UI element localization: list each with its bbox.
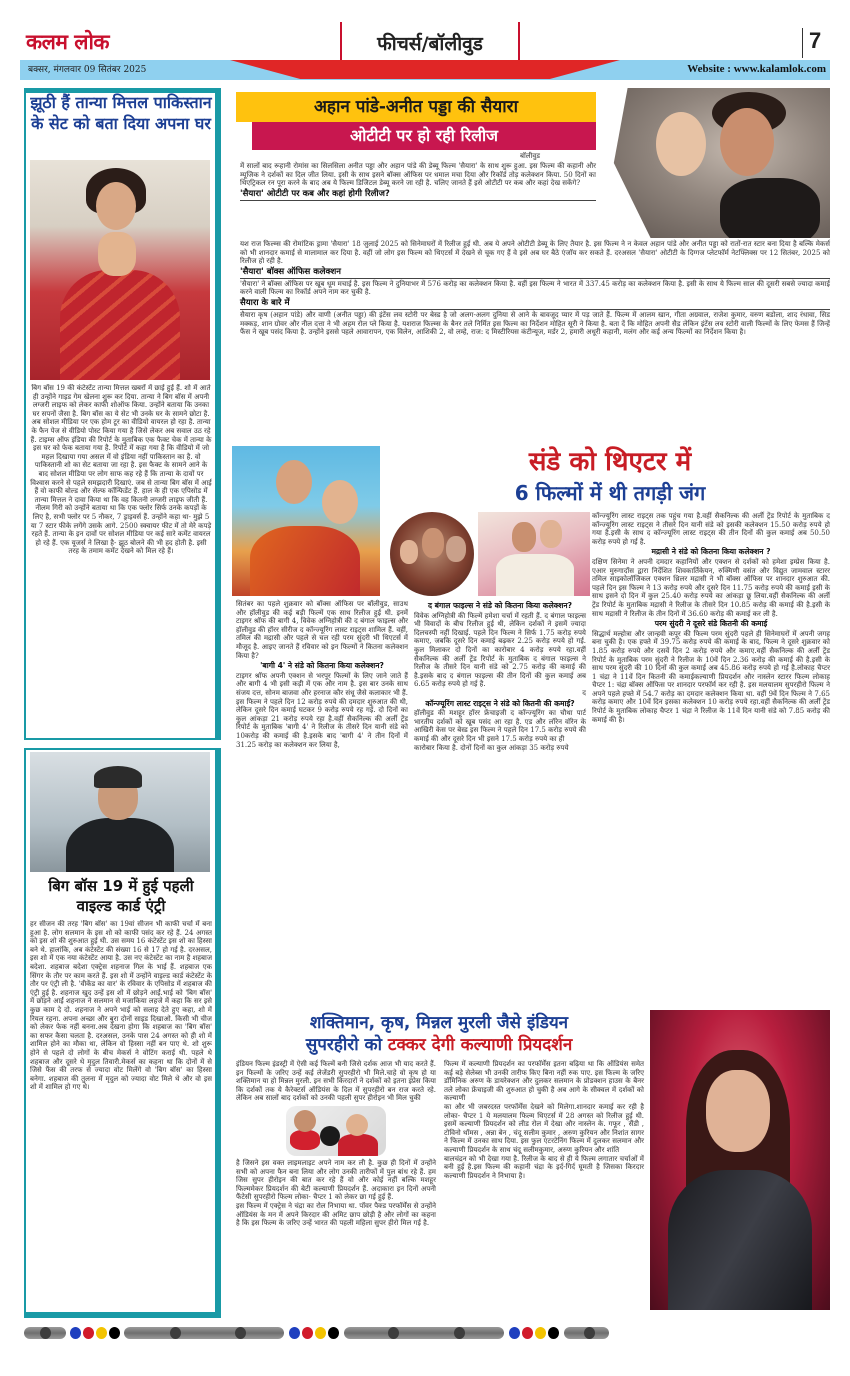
sunday-headline-1: संडे को थिएटर में	[528, 447, 692, 477]
newspaper-brand: कलम लोक	[26, 30, 110, 54]
saiyaara-intro: में सालों बाद रूहानी रोमांस का सिलसिला अनीत पड्डा और अहान पांडे की डेब्यू फिल्म 'सैयारा' के साथ शुरू हुआ. इस फिल्म की कहानी और म्यूजिक ने दर्शकों का दिल जीत लिया. इसी के साथ इसने बॉक्स ऑफिस पर धमाल मचा दिया और रिकॉर्ड तोड़ कलेक्शन किया. 50 दिनों का थिएट्रिकल रन पूरा करने के बाद अब ये फिल्म डिजिटल डेब्यू करने जा रही है. चलिए जानते हैं इसे ओटीटी पर कब और कहां देख सकेंगे?	[240, 162, 596, 188]
kalyani-col2-c: बालचंद्रन को भी देखा गया है. रिलीज के बाद से ही ये फिल्म लगातार चर्चाओं में बनी हुई है.इस फिल्म की कहानी चंद्रा के इर्द-गिर्द घूमती है जिसका किरदार कल्याणी प्रियदर्शन ने निभाया है।	[444, 1154, 644, 1180]
conjuring-subhead: कॉन्ज्यूरिंग लास्ट राइट्स ने संडे को कितनी की कमाई?	[425, 698, 575, 708]
superheroes-photo	[286, 1106, 386, 1156]
bengal-subhead: द बंगाल फाइल्स ने संडे को कितना किया कलेक्शन?	[428, 601, 572, 610]
conjuring-para-tail: कारोबार किया है. दोनों दिनों का कुल आंकड़ा 35 करोड़ रुपये	[414, 743, 569, 752]
print-dot-red	[83, 1327, 94, 1339]
kalyani-col-2	[444, 1060, 644, 1180]
madrasi-subhead: मद्रासी ने संडे को कितना किया कलेक्शन ?	[651, 547, 771, 557]
print-dot-red	[522, 1327, 533, 1339]
page-number: 7	[802, 28, 821, 58]
saiyaara-dateline: बॉलीवुड	[520, 152, 541, 160]
bengal-files-photo	[390, 512, 474, 596]
baaghi-subhead: 'बागी 4' ने संडे को कितना किया कलेक्शन?	[260, 661, 384, 671]
sunday-headline-2: 6 फिल्मों में थी तगड़ी जंग	[514, 481, 706, 505]
kalyani-headline-1: शक्तिमान, कृष, मिन्नल मुरली जैसे इंडियन	[309, 1013, 569, 1033]
saiyaara-photo	[600, 88, 830, 238]
param-sundari-poster	[232, 446, 380, 596]
print-dot-black	[548, 1327, 559, 1339]
registration-bar	[564, 1327, 609, 1339]
tanya-mittal-photo	[30, 160, 210, 380]
saiyaara-subhead-ott: 'सैयारा' ओटीटी पर कब और कहां होगी रिलीज?	[240, 189, 596, 201]
conjuring-para: हॉलीवुड की मशहूर हॉरर फ्रेंचाइजी द कॉन्ज्यूरिंग का चौथा पार्ट भारतीय दर्शकों को खूब पसंद आ रहा है. एड और लॉरेन वॉरेन के आखिरी केस पर बेस्ड इस फिल्म ने पहले दिन 17.5 करोड़ रुपये की कमाई की और दूसरे दिन भी इसने 17.5 करोड़ रुपये का ही	[414, 709, 586, 743]
kalyani-headline-2a: सुपरहीरो को	[305, 1035, 388, 1055]
kalyani-col-1	[236, 1060, 436, 1228]
sunday-col-3	[592, 512, 830, 724]
saiyaara-ott-para: यश राज फिल्म्स की रोमांटिक ड्रामा 'सैयारा' 18 जुलाई 2025 को सिनेमाघरों में रिलीज हुई थी. अब ये अपने ओटीटी डेब्यू के लिए तैयार है. इस फिल्म ने न केवल अहान पांडे और अनीत पड्डा को रातों-रात स्टार बना दिया है बल्कि मेकर्स को भी शानदार कमाई से मालामाल कर दिया है. वहीं जो लोग इस फिल्म को थिएटर्स में देखने से चूक गए हैं वे इसे अब घर बैठे एंजॉय कर सकते हैं. दरअसल 'सैयारा' ओटीटी के दिग्गज प्लेटफॉर्म नेटफ्लिक्स पर 12 सितंबर, 2025 को रिलीज हो रही है.	[240, 240, 830, 266]
print-dot-blue	[509, 1327, 520, 1339]
saiyaara-top-block	[240, 162, 596, 202]
param-subhead: परम सुंदरी ने दूसरे संडे कितनी की कमाई	[654, 619, 768, 629]
registration-bar	[24, 1327, 66, 1339]
kalyani-col2-a: फिल्म में कल्याणी प्रियदर्शन का परफॉर्मेंस इतना बढ़िया था कि ऑडियंस समेत कई बड़े सेलेब्स भी उनकी तारीफ किए बिना नहीं रुक पाए. इस फिल्म के जरिए डॉमिनिक अरुण के डायरेक्शन और दुलकर सलमान के प्रोडक्शन हाउस के बैनर तले लोका फ्रेंचाइजी की शुरुआत हो चुकी है अब आगे के सीक्वल में दर्शकों को कल्याणी	[444, 1060, 644, 1103]
kalyani-col1-c: इस फिल्म में एक्ट्रेस ने चंद्रा का रोल निभाया था. पॉवर पैक्ड परफॉर्मेंस से उन्होंने ऑडियंस के मन में अपने किरदार की अमिट छाप छोड़ी है और लोगों का कहना है कि इस फिल्म के जरिए उन्हें भारत की पहली महिला सुपर हीरो मिल गई है.	[236, 1201, 436, 1228]
saiyaara-bottom-block	[240, 240, 830, 337]
print-dot-blue	[289, 1327, 300, 1339]
saiyaara-headline-1: अहान पांडे-अनीत पड्डा की सैयारा	[236, 92, 596, 122]
bigboss-body: हर सीजन की तरह 'बिग बॉस' का 19वां सीजन भी काफी चर्चा में बना हुआ है. लोग सलमान के इस शो को काफी पसंद कर रहे हैं. 24 अगस्त को इस शो की शुरुआत हुई थी. उस समय 16 कंटेस्टेंट इस शो का हिस्सा बने थे. हालांकि, अब कंटेस्टेंट की संख्या 16 से 17 हो गई है. दरअसल, इस शो में एक नया कंटेस्टेंट आया है. उस नए कंटेस्टेंट का नाम है शहबाज बदेशा. शहबाज बदेशा एक्ट्रेस शहनाज गिल के भाई हैं. शहबाज एक सिंगर के तौर पर काम करते हैं. इस शो में उन्होंने वाइल्ड कार्ड कंटेस्टेंट के तौर पर एंट्री ली है. 'वीकेंड का वार' के रविवार के एपिसोड में शहबाज की एंट्री हुई है. शहनाज खुद उन्हें इस शो में छोड़ने आईं.भाई को 'बिग बॉस' में छोड़ने आईं शहनाज ने सलमान से मजाकिया लहजे में कहा कि सर इसे कुछ काम दे दो. शहनाज ने अपने भाई को सलाह देते हुए कहा, शो में रियल रहना. अपना अच्छा और बुरा दोनों साइड दिखाओ. किसी भी चीज को लेकर फेक नहीं बनना.अब देखना होगा कि शहबाज का 'बिग बॉस' का सफर कैसा चलता है. दरअसल, उनके पास 24 अगस्त को ही शो में शामिल होने का मौका था, लेकिन वो हिस्सा नहीं बन पाए थे. शो शुरू होने से पहले दो लोगों के बीच मेकर्स ने वोटिंग कराई थी. पहले थे शहबाज और दूसरे थे मृदुल तिवारी.मेकर्स का कहना था कि दोनों में से जिसे फैंस की तरफ से ज्यादा वोट मिलेंगे वो 'बिग बॉस' का हिस्सा बनेगा. शहबाज की तुलना में मृदुल को ज्यादा वोट मिले थे और वो इस शो में शामिल हो गए थे।	[30, 920, 212, 1092]
print-dot-red	[302, 1327, 313, 1339]
tanya-headline: झूठी हैं तान्या मित्तल पाकिस्तान के सेट को बता दिया अपना घर	[30, 93, 212, 133]
print-dot-blue	[70, 1327, 81, 1339]
print-dot-yellow	[96, 1327, 107, 1339]
conjuring-article-prefix: द	[582, 688, 586, 697]
kalyani-headline-2b: टक्कर देगी कल्याणी प्रियदर्शन	[387, 1035, 573, 1055]
dateline: बक्सर, मंगलवार 09 सितंबर 2025	[28, 65, 147, 75]
print-dot-black	[109, 1327, 120, 1339]
saiyaara-subhead-boxoffice: 'सैयारा' बॉक्स ऑफिस कलेक्शन	[240, 267, 830, 279]
registration-bar	[124, 1327, 284, 1339]
saiyaara-headline-2: ओटीटी पर हो रही रिलीज	[252, 122, 596, 150]
madrasi-para: दक्षिण सिनेमा ने अपनी दमदार कहानियों और एक्शन से दर्शकों को हमेशा इम्प्रेस किया है. एआर मुरुगादॉस द्वारा निर्देशित शिवकार्तिकेयन, रुक्मिणी वसंत और विद्युत जामवाल स्टारर तमिल साइकोलॉजिकल एक्शन थ्रिलर मद्रासी ने भी बॉक्स ऑफिस पर शानदार शुरुआत की. पहले दिन इस फिल्म ने 13 करोड़ रुपये और दूसरे दिन 11.75 करोड़ रुपये की कमाई इसी के साथ इसने दो दिन में कुल 25.40 करोड़ रुपये का आंकड़ा छू लिया.वहीं सैकनिल्क की अर्ली ट्रेंड रिपोर्ट के मुताबिक मद्रासी ने रिलीज के तीसरे दिन 10.85 करोड़ की कमाई की है.इसी के साथ मद्रासी ने रिलीज के तीन दिनों में 36.60 करोड़ की कमाई कर ली है.	[592, 557, 830, 618]
saiyaara-about-para: सैयारा कृष (अहान पांडे) और वाणी (अनीत पड्डा) की इंटेंस लव स्टोरी पर बेस्ड है जो अलग-अलग दुनिया से आने के बावजूद प्यार में पड़ जाते हैं. फिल्म में आलम खान, गीता अग्रवाल, राजेश कुमार, वरुण बडोला, शाद रंधावा, सिड मक्कड़, शान ग्रोवर और नील दत्ता ने भी अहम रोल प्ले किया है. यशराज फिल्म्स के बैनर तले निर्मित इस फिल्म का निर्देशन मोहित सूरी ने किया है. बता दें कि मोहित अपनी सैड लेकिन इंटेंस लव स्टोरी वाली फिल्मों के लिए फेमस हैं जिन्हें फैंस ने खूब पसंद किया है. उन्होंने इससे पहले आवारापन, एक विलेन, आशिकी 2, वो लम्हे, राज: द मिस्टीरियस कंटीन्यूज, मर्डर 2, हमारी अधूरी कहानी, मलंग और कई अन्य फिल्मों का निर्देशन किया है।	[240, 310, 830, 337]
sunday-intro: सितंबर का पहले शुक्रवार को बॉक्स ऑफिस पर बॉलीवुड, साउथ और हॉलीवुड की कई बड़ी फिल्में एक साथ रिलीज हुई थी. इनमें टाइगर श्रॉफ की बागी 4, विवेक अग्निहोत्री की द बंगाल फाइल्स और हॉलीवुड की हॉरर सीरीज द कॉन्ज्यूरिंग लास्ट राइट्स शामिल हैं. वहीं, तमिल की मद्रासी और पहले से चल रही परम सुंदरी भी थिएटर्स में मौजूद है. आइए जानते हैं रविवार को इन फिल्मों ने कितना कलेक्शन किया है?	[236, 600, 408, 660]
baaghi-para: टाइगर श्रॉफ अपनी एक्शन से भरपूर फिल्मों के लिए जाने जाते हैं और बागी 4 भी इसी कड़ी में एक और नाम है. इस बार उनके साथ संजय दत्त, सोनम बाजवा और हरनाज कौर संधू जैसे कलाकार भी हैं. इस फिल्म ने पहले दिन 12 करोड़ रुपये की दमदार शुरुआत की थी, लेकिन दूसरे दिन कमाई घटकर 9 करोड़ रुपये रह गई. दो दिनों का कुल आंकड़ा 21 करोड़ रुपये रहा है.वहीं सैकनिल्क की अर्ली ट्रेंड रिपोर्ट के मुताबिक 'बागी 4' ने रिलीज के तीसरे दिन यानी संडे को 10करोड़ की कमाई की है.इसके बाद 'बागी 4' ने तीन दिनों में 31.25 करोड़ का कलेक्शन कर लिया है,	[236, 671, 408, 749]
baaghi-4-photo	[478, 512, 590, 596]
website-link[interactable]: Website : www.kalamlok.com	[687, 63, 826, 75]
section-title: फीचर्स/बॉलीवुड	[340, 22, 520, 60]
print-dot-yellow	[315, 1327, 326, 1339]
saiyaara-subhead-about: सैयारा के बारे में	[240, 298, 830, 310]
param-para: सिद्धार्थ मल्होत्रा और जान्हवी कपूर की फिल्म परम सुंदरी पहले ही सिनेमाघरों में अपनी जगह बना चुकी है। एक हफ्ते में 39.75 करोड़ रुपये की कमाई के बाद, फिल्म ने दूसरे शुक्रवार को 1.85 करोड़ रुपये और दसवें दिन 2 करोड़ रुपये और कमाए.वहीं सैकनिल्क की अर्ली ट्रेंड रिपोर्ट के मुताबिक परम सुंदरी ने रिलीज के 10वें दिन 2.36 करोड़ की कमाई की है.इसी के साथ परम सुंदरी की 10 दिनों की कुल कमाई अब 45.86 करोड़ रुपये हो गई है.लोकाह चैप्टर 1 चंद्रा ने 11वें दिन कितनी की कमाईकल्याणी प्रियदर्शन और नास्लेन स्टारर फिल्म लोकाह चैप्टर 1: चंद्रा बॉक्स ऑफिस पर शानदार परफॉर्म कर रही है. इस मलयालम सुपरहीरो फिल्म ने अपने पहले हफ्ते में 54.7 करोड़ का दमदार कलेक्शन किया था. वहीं 9वें दिन फिल्म ने 7.65 करोड़ कमाए और 10वें दिन इसका कलेक्शन 10 करोड़ रुपये रहा.वहीं सैकनिल्क की अर्ली ट्रेंड रिपोर्ट के मुताबिक लोकाह चैप्टर 1 चंद्रा ने रिलीज के 11वें दिन यानी संडे को 7.85 करोड़ की कमाई की है।	[592, 629, 830, 724]
saiyaara-boxoffice-para: 'सैयारा' ने बॉक्स ऑफिस पर खूब धूम मचाई है. इस फिल्म ने दुनियाभर में 576 करोड़ का कलेक्शन किया है. वहीं इस फिल्म ने भारत में 337.45 करोड़ का कलेक्शन किया है. इसी के साथ ये फिल्म साल की दूसरी सबसे ज्यादा कमाई करने वाली फिल्म का रिकॉर्ड अपने नाम कर चुकी है.	[240, 279, 830, 297]
kalyani-headline-2	[232, 1034, 646, 1056]
kalyani-col1-a: इंडियन फिल्म इंडस्ट्री में ऐसी कई फिल्में बनी जिसे दर्शक आज भी याद करते हैं. इन फिल्मों के जरिए उन्हें कई लेजेंडरी सुपरहीरो भी मिले.चाहे वो कृष हो या शक्तिमान या हो मिन्नल मुरली. इन सभी किरदारों ने दर्शकों को इतना इंप्रेस किया कि दर्शकों तक ये कैरेक्टर्स ऑडियंस के दिल में सुपरहीरो बन राज करते रहे. लेकिन अब सालों बाद दर्शकों को उनकी पहली सुपर हीरोइन भी मिल चुकी	[236, 1060, 436, 1103]
kalyani-col2-b: का और भी जबरदस्त परफॉर्मेंस देखने को मिलेगा.शानदार कमाई कर रही है लोका- चैप्टर 1 ये मलयालम फिल्म थिएटर्स में 28 अगस्त को रिलीज हुई थी. इसमें कल्याणी प्रियदर्शन को लीड रोल में देखा और नास्लेन के. गफूर , सैंडी , टोविनो थॉमस , अन्ना बेन , चंदू सलीम कुमार , अरुण कुरियन और निशांत सागर ने फिल्म में उनका साथ दिया. इस फुल एंटरटेनिंग फिल्म में दुलकर सलमान और कल्याणी प्रियदर्शन के साथ चंदू सलीमकुमार, अरुण कुरियन और शांति	[444, 1102, 644, 1154]
sunday-col-2	[414, 600, 586, 752]
conjuring-continued: कॉन्ज्यूरिंग लास्ट राइट्स तक पहुंच गया है.वहीं सैकनिल्क की अर्ली ट्रेंड रिपोर्ट के मुताबिक द कॉन्ज्यूरिंग लास्ट राइट्स ने तीसरे दिन यानी संडे को इसकी कलेक्शन 15.50 करोड़ रुपये हो गया है.इसी के साथ द कॉन्ज्यूरिंग लास्ट राइट्स की तीन दिनों की कुल कमाई अब 50.50 करोड़ रुपये हो गई है.	[592, 512, 830, 546]
print-dot-black	[328, 1327, 339, 1339]
sunday-col-1	[236, 600, 408, 749]
tanya-body: बिग बॉस 19 की कंटेस्टेंट तान्या मित्तल खबरों में छाई हुई हैं. शो में आते ही उन्होंने गाइड गेम खेलना शुरू कर दिया. तान्या ने बिग बॉस में अपनी लग्जरी लाइफ को लेकर काफी शोऑफ किया. उन्होंने बताया कि उनका घर सपनों जैसा है. बिग बॉस का ये सेट भी उनके घर के सामने छोटा है. अब सोशल मीडिया पर एक होम टूर का वीडियो वायरल हो रहा है. तान्या के फैन पेज से वीडियो पोस्ट किया गया है जिसे लेकर अब सवाल उठ रहे हैं. टाइम्स ऑफ इंडिया की रिपोर्ट के मुताबिक एक फैक्ट चेक में तान्या के इस घर को फेक बताया गया है. रिपोर्ट में कहा गया है कि वीडियो में जो महल दिखाया गया असल में वो इंडिया नहीं पाकिस्तान का है. वो पाकिस्तानी शो का सेट बताया जा रहा है. इस फैक्ट के सामने आने के बाद सोशल मीडिया पर लोग साफ कह रहे हैं कि तान्या के दावों पर विश्वास करने से पहले समझदारी दिखाएं. जब से तान्या बिग बॉस में आई हैं वो काफी बोल्ड और सेल्फ कॉन्फिडेंट हैं. हाल के ही एक एपिसोड में तान्या मित्तल ने दावा किया था कि वह कितनी लग्जरी लाइफ जीती हैं. नीलम गिरी को उन्होंने बताया था कि एक फ्लोर सिर्फ उनके कपड़ों के लिए है, सभी फ्लोर पर 5 नौकर, 7 ड्राइवर्स हैं. उन्होंने कहा था- मुझे 5 या 7 स्टार फीके लगेंगे उसके आगे. 2500 स्क्वायर फीट में तो मेरे कपड़े रहते हैं. तान्या के इन दावों पर सोशल मीडिया पर कई सारे कमेंट वायरल हो रहे हैं. एक यूजर्स ने लिखा है- झूठ बोलने की भी हद होती है. इसी तरह के तमाम कमेंट देखने को मिल रहे हैं।	[30, 384, 212, 556]
kalyani-col1-b: है जिसने इस वक्त लाइमलाइट अपने नाम कर ली है. कुछ ही दिनों में उन्होंने सभी को अपना फैन बना लिया और लोग उनकी तारीफों में पुल बांध रहे हैं. हम जिस सुपर हीरोइन की बात कर रहे हैं वो और कोई नहीं बल्कि मशहूर फिल्ममेकर प्रियदर्शन की बेटी कल्याणी प्रियदर्शन हैं. अदाकारा इन दिनों अपनी फैंटेसी सुपरहीरो फिल्म लोका- चैप्टर 1 को लेकर छा गई हुई हैं.	[236, 1158, 436, 1202]
print-dot-yellow	[535, 1327, 546, 1339]
kalyani-photo	[650, 1010, 830, 1310]
bigboss-headline: बिग बॉस 19 में हुई पहली वाइल्ड कार्ड एंट्री	[48, 877, 194, 915]
registration-bar	[344, 1327, 504, 1339]
shehbaz-photo	[30, 752, 210, 872]
bengal-para: विवेक अग्निहोत्री की फिल्में हमेशा चर्चा में रहती हैं. द बंगाल फाइल्स भी विवादों के बीच रिलीज हुई थी, लेकिन दर्शकों ने इसमें ज्यादा दिलचस्पी नहीं दिखाई. पहले दिन फिल्म ने सिर्फ 1.75 करोड़ रुपये कमाए, जबकि दूसरे दिन कमाई बढ़कर 2.25 करोड़ रुपये हो गई. कुल मिलाकर दो दिनों का कारोबार 4 करोड़ रुपये रहा.वहीं सैकनिल्क की अर्ली ट्रेंड रिपोर्ट के मुताबिक द बंगाल फाइल्स ने रिलीज के तीसरे दिन यानी संडे को 2.75 करोड़ की कमाई की है.इसके बाद द बंगाल फाइल्स की तीन दिनों की कुल कमाई अब 6.65 करोड़ रुपये हो गई है.	[414, 611, 586, 689]
